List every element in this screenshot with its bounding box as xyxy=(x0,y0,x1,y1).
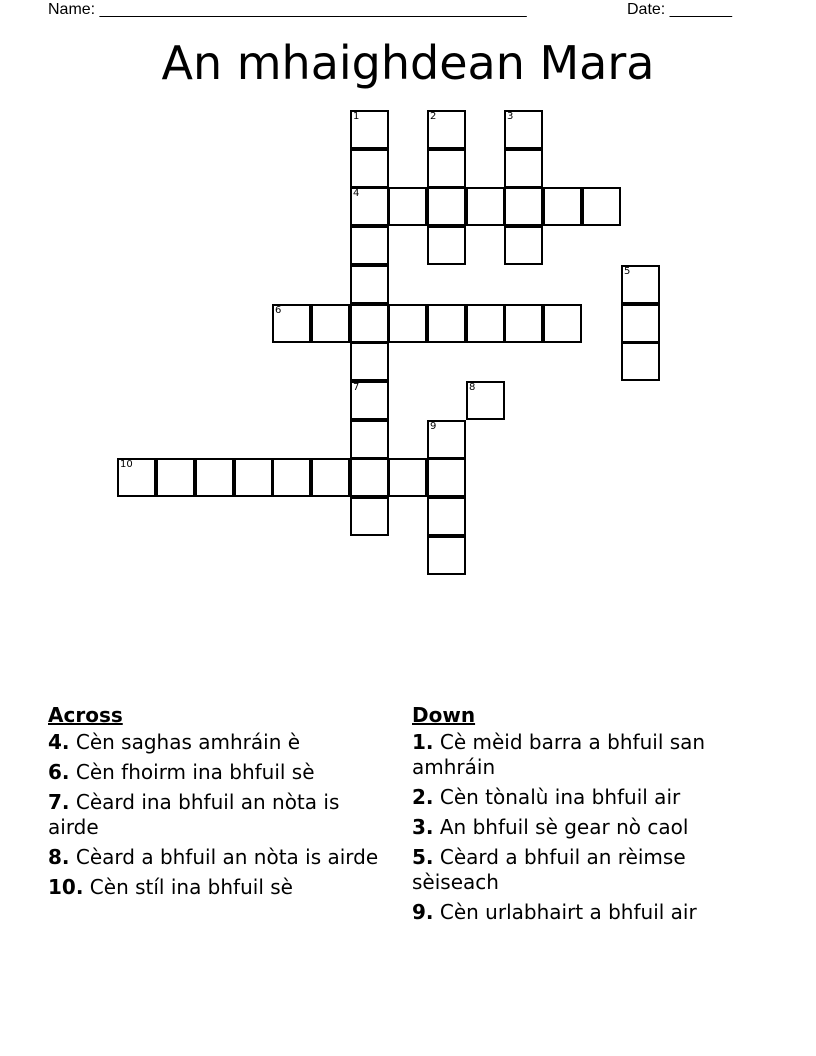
grid-cell[interactable] xyxy=(427,458,466,497)
clue-number-label: 9 xyxy=(430,421,437,432)
grid-cell[interactable] xyxy=(117,458,156,497)
grid-cell[interactable] xyxy=(427,420,466,459)
grid-cell[interactable] xyxy=(311,304,350,343)
clue-number-label: 5 xyxy=(624,266,631,277)
grid-cell[interactable] xyxy=(311,458,350,497)
grid-cell[interactable] xyxy=(350,497,389,536)
grid-cell[interactable] xyxy=(350,458,389,497)
grid-cell[interactable] xyxy=(504,226,543,265)
clue-number: 7. xyxy=(48,790,70,814)
clue-across-6 xyxy=(48,760,388,785)
clue-number: 9. xyxy=(412,900,434,924)
grid-cell[interactable] xyxy=(466,381,505,420)
clue-number-label: 10 xyxy=(120,459,133,470)
clue-down-9 xyxy=(412,900,762,925)
clue-number: 4. xyxy=(48,730,70,754)
clue-text: Cèn stíl ina bhfuil sè xyxy=(89,875,293,899)
grid-cell[interactable] xyxy=(350,304,389,343)
grid-cell[interactable] xyxy=(350,187,389,226)
clue-number-label: 2 xyxy=(430,111,437,122)
clue-text: An bhfuil sè gear nò caol xyxy=(439,815,689,839)
grid-cell[interactable] xyxy=(156,458,195,497)
grid-cell[interactable] xyxy=(427,226,466,265)
grid-cell[interactable] xyxy=(504,304,543,343)
grid-cell[interactable] xyxy=(466,187,505,226)
grid-cell[interactable] xyxy=(543,187,582,226)
clue-across-8 xyxy=(48,845,388,870)
clue-text: Cè mèid barra a bhfuil san amhráin xyxy=(412,730,706,779)
clue-text: Cèn saghas amhráin è xyxy=(75,730,301,754)
grid-cell[interactable] xyxy=(582,187,621,226)
grid-cell[interactable] xyxy=(388,458,427,497)
grid-cell[interactable] xyxy=(350,110,389,149)
grid-cell[interactable] xyxy=(543,304,582,343)
grid-cell[interactable] xyxy=(621,265,660,304)
grid-cell[interactable] xyxy=(466,304,505,343)
grid-cell[interactable] xyxy=(504,187,543,226)
grid-cell[interactable] xyxy=(272,458,311,497)
clue-number: 8. xyxy=(48,845,70,869)
down-clues xyxy=(412,703,762,930)
grid-cell[interactable] xyxy=(504,149,543,188)
grid-cell[interactable] xyxy=(427,187,466,226)
grid-cell[interactable] xyxy=(621,304,660,343)
clue-number-label: 7 xyxy=(353,382,360,393)
clue-number-label: 8 xyxy=(469,382,476,393)
clue-text: Cèard a bhfuil an nòta is airde xyxy=(75,845,379,869)
clue-number: 10. xyxy=(48,875,84,899)
clue-text: Cèard ina bhfuil an nòta is airde xyxy=(48,790,340,839)
grid-cell[interactable] xyxy=(427,497,466,536)
puzzle-title: An mhaighdean Mara xyxy=(161,36,655,90)
clue-down-1 xyxy=(412,730,762,780)
across-heading: Across xyxy=(48,703,123,727)
grid-cell[interactable] xyxy=(272,304,311,343)
clue-number: 2. xyxy=(412,785,434,809)
clue-number: 5. xyxy=(412,845,434,869)
grid-cell[interactable] xyxy=(427,149,466,188)
grid-cell[interactable] xyxy=(350,381,389,420)
grid-cell[interactable] xyxy=(350,226,389,265)
clue-down-3 xyxy=(412,815,762,840)
grid-cell[interactable] xyxy=(350,420,389,459)
clue-number: 3. xyxy=(412,815,434,839)
clue-number-label: 1 xyxy=(353,111,360,122)
clue-number: 1. xyxy=(412,730,434,754)
grid-cell[interactable] xyxy=(350,342,389,381)
grid-cell[interactable] xyxy=(388,304,427,343)
grid-cell[interactable] xyxy=(388,187,427,226)
across-clues xyxy=(48,703,388,905)
clue-text: Cèn urlabhairt a bhfuil air xyxy=(439,900,697,924)
grid-cell[interactable] xyxy=(427,536,466,575)
grid-cell[interactable] xyxy=(234,458,273,497)
clue-number-label: 6 xyxy=(275,305,282,316)
clue-number: 6. xyxy=(48,760,70,784)
grid-cell[interactable] xyxy=(350,265,389,304)
clue-text: Cèn fhoirm ina bhfuil sè xyxy=(75,760,315,784)
grid-cell[interactable] xyxy=(427,110,466,149)
name-field-label: Name: ________________________________________________ xyxy=(48,1,527,18)
clue-down-2 xyxy=(412,785,762,810)
clue-text: Cèn tònalù ina bhfuil air xyxy=(439,785,681,809)
grid-cell[interactable] xyxy=(427,304,466,343)
grid-cell[interactable] xyxy=(195,458,234,497)
grid-cell[interactable] xyxy=(621,342,660,381)
clue-number-label: 4 xyxy=(353,188,360,199)
down-heading: Down xyxy=(412,703,476,727)
clue-text: Cèard a bhfuil an rèimse sèiseach xyxy=(412,845,686,894)
clue-down-5 xyxy=(412,845,762,895)
clue-across-7 xyxy=(48,790,388,840)
grid-cell[interactable] xyxy=(350,149,389,188)
date-field-label: Date: _______ xyxy=(627,1,732,18)
clue-across-4 xyxy=(48,730,388,755)
clue-number-label: 3 xyxy=(507,111,514,122)
clue-across-10 xyxy=(48,875,388,900)
grid-cell[interactable] xyxy=(504,110,543,149)
